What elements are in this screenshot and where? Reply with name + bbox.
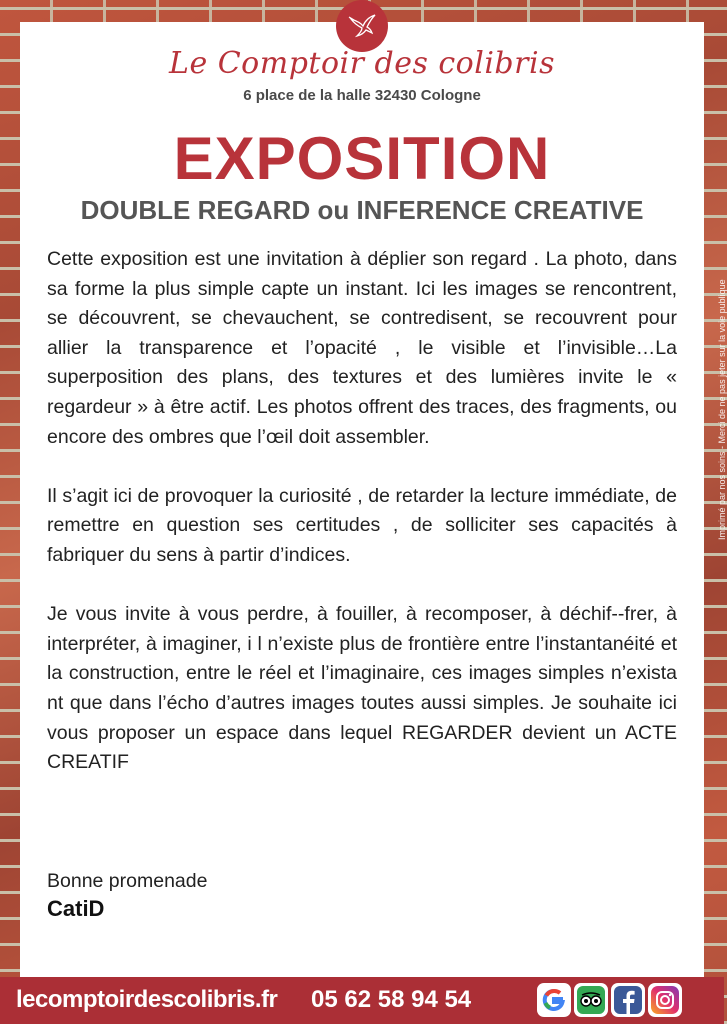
hummingbird-logo: [336, 0, 388, 52]
facebook-icon[interactable]: [611, 983, 645, 1017]
google-icon[interactable]: [537, 983, 571, 1017]
description: [47, 245, 677, 807]
address: 6 place de la halle 32430 Cologne: [243, 87, 481, 104]
page-subtitle: DOUBLE REGARD ou INFERENCE CREATIVE: [80, 195, 644, 225]
website-link[interactable]: lecomptoirdescolibris.fr: [16, 986, 278, 1013]
paragraph: Cette exposition est une invitation à déplier son regard . La photo, dans sa forme la plus simple capte un instant. Ici les images se rencontrent, se découvrent, se chevauchent, se contredisent, se recouvrent pour allier la transparence et l’opacité , le visible et l’invisible…La superposition des plans, des textures et des lumières invite le « regardeur » à être actif. Les photos offrent des traces, des fragments, ou encore des ombres que l’œil doit assembler.: [47, 248, 677, 448]
signature: CatiD: [47, 896, 105, 921]
paragraph: Je vous invite à vous perdre, à fouiller, à recomposer, à déchif--frer, à interpréter, à imaginer, i l n’existe plus de frontière entre l’instantanéité et la construction, entre le réel et l’imaginaire, ces images simples n’exista nt que dans l’écho d’autres images toutes aussi simples. Je souhaite ici vous proposer un espace dans lequel REGARDER devient un ACTE CREATIF: [47, 603, 677, 774]
greeting: Bonne promenade: [47, 870, 208, 892]
footer: [0, 977, 724, 1024]
page-title: EXPOSITION: [173, 125, 551, 192]
hummingbird-icon: [345, 9, 379, 43]
phone-number[interactable]: 05 62 58 94 54: [311, 986, 472, 1013]
paragraph: Il s’agit ici de provoquer la curiosité , de retarder la lecture immédiate, de remettre en question ses certitudes , de solliciter ses capacités à fabriquer du sens à partir d’indices.: [47, 484, 677, 566]
instagram-icon[interactable]: [648, 983, 682, 1017]
brand-name: Le Comptoir des colibris: [169, 46, 555, 81]
print-credit: Imprimé par nos soins - Merci de ne pas jeter sur la voie publique: [717, 279, 727, 540]
tripadvisor-icon[interactable]: [574, 983, 608, 1017]
